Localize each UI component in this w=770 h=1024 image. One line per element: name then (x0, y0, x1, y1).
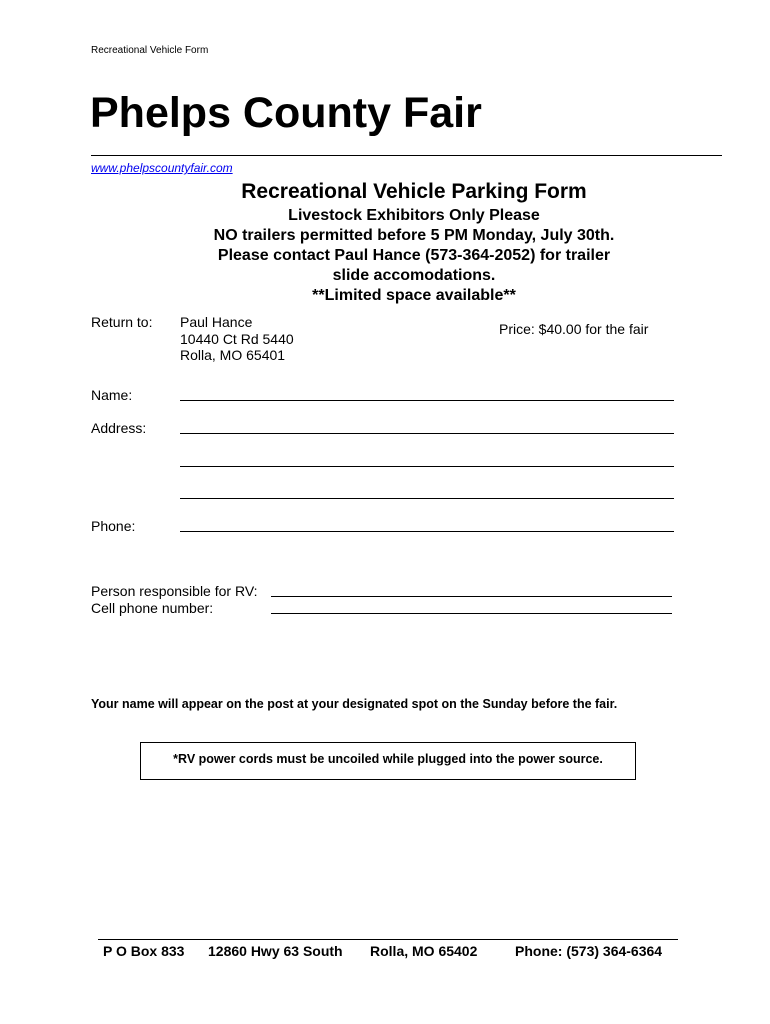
address-label: Address: (91, 420, 147, 436)
website-link[interactable]: www.phelpscountyfair.com (91, 161, 233, 175)
name-field[interactable] (180, 400, 674, 401)
return-to-label: Return to: (91, 314, 153, 330)
address-field-line-1[interactable] (180, 433, 674, 434)
footer-street: 12860 Hwy 63 South (208, 943, 343, 959)
price-text: Price: $40.00 for the fair (499, 321, 649, 337)
power-notice-text: *RV power cords must be uncoiled while plugged into the power source. (173, 752, 603, 766)
footer-city: Rolla, MO 65402 (370, 943, 478, 959)
phone-label: Phone: (91, 518, 136, 534)
fair-title: Phelps County Fair (90, 89, 482, 137)
notice-line-contact: Please contact Paul Hance (573-364-2052) for trailer (217, 247, 611, 264)
footer-divider (98, 939, 678, 940)
phone-field[interactable] (180, 531, 674, 532)
notice-line-limited: **Limited space available** (312, 287, 516, 304)
rv-person-label: Person responsible for RV: (91, 583, 258, 599)
address-field-line-2[interactable] (180, 466, 674, 467)
name-label: Name: (91, 387, 133, 403)
title-divider (91, 155, 722, 156)
notice-line-slide: slide accomodations. (332, 267, 496, 284)
footer-po-box: P O Box 833 (103, 943, 185, 959)
return-city: Rolla, MO 65401 (180, 347, 286, 363)
rv-person-field[interactable] (271, 596, 672, 597)
post-notice: Your name will appear on the post at your designated spot on the Sunday before the fair. (91, 697, 618, 711)
notice-line-exhibitors: Livestock Exhibitors Only Please (288, 207, 540, 224)
notice-line-trailers: NO trailers permitted before 5 PM Monday, July 30th. (213, 227, 615, 244)
cell-phone-label: Cell phone number: (91, 600, 214, 616)
return-street: 10440 Ct Rd 5440 (180, 330, 294, 347)
footer-phone: Phone: (573) 364-6364 (515, 943, 663, 959)
notice-block (0, 206, 770, 306)
form-header-label: Recreational Vehicle Form (91, 45, 209, 56)
form-title: Recreational Vehicle Parking Form (241, 180, 587, 203)
cell-phone-field[interactable] (271, 613, 672, 614)
return-address (180, 314, 294, 364)
address-field-line-3[interactable] (180, 498, 674, 499)
return-name: Paul Hance (180, 314, 253, 330)
